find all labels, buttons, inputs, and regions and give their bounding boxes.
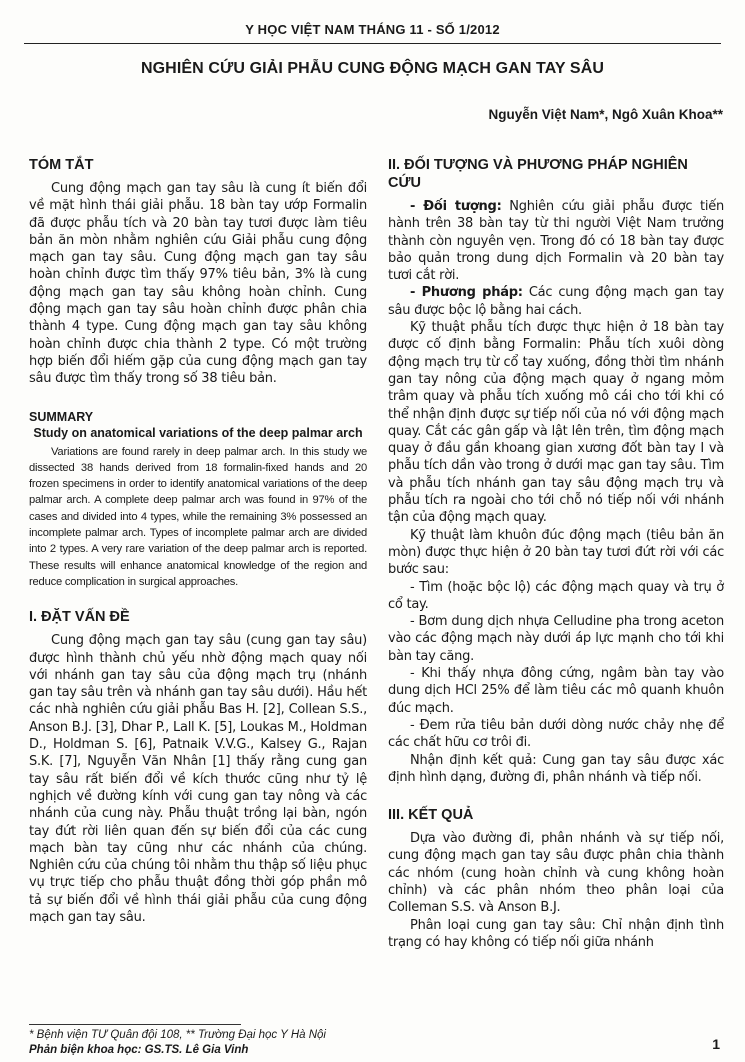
- subject-term: - Đối tượng:: [410, 199, 502, 214]
- results-p2: Phân loại cung gan tay sâu: Chỉ nhận định tình trạng có hay không có tiếp nối giữa nhánh: [388, 917, 724, 950]
- methods-dissection: Kỹ thuật phẫu tích được thực hiện ở 18 bàn tay được cố định bằng Formalin: Phẫu tích xuôi dòng động mạch trụ từ cổ tay xuống, đồng thời tìm nhánh gan tay nông của động mạch quay ở ngang mỏm trâm quay và phẫu tích xuống mô cái cho tới khi có thể nhận định được sự tiếp nối của nó với động mạch quay. Cắt các gân gấp và lật lên trên, tìm động mạch quay ở đầu gần khoang gian xương đốt bàn tay I và phẫu tích dần vào trong ở dưới mạc gan tay sâu. Tìm và phẫu tích nhánh gan tay sâu động mạch trụ và phẫu tích ra ngoài cho tới chỗ nó tiếp nối với nhánh tận của động mạch quay.: [388, 320, 724, 526]
- summary-title: Study on anatomical variations of the deep palmar arch: [33, 425, 363, 440]
- paper-title: NGHIÊN CỨU GIẢI PHẪU CUNG ĐỘNG MẠCH GAN TAY SÂU: [140, 60, 605, 77]
- methods-step-4: - Đem rửa tiêu bản dưới dòng nước chảy nhẹ để các chất hữu cơ trôi đi.: [388, 717, 724, 751]
- header-rule: [24, 43, 721, 44]
- method-text: Các cung động mạch gan tay sâu được bộc lộ bằng hai cách.: [388, 285, 724, 318]
- right-column: [388, 150, 724, 951]
- intro-text: Cung động mạch gan tay sâu (cung gan tay sâu) được hình thành chủ yếu nhờ động mạch quay nối với nhánh gan tay sâu của động mạch trụ (nhánh gan tay sâu trên và nhánh gan tay sâu dưới). Hầu hết các nhà nghiên cứu giải phẫu Bas H. [2], Collean S.S., Anson B.J. [3], Dhar P., Lall K. [5], Loukas M., Holdman D., Holdman S. [6], Patnaik V.V.G., Kalsey G., Rajan S.K. [7], Nguyễn Văn Nhân [1] thấy rằng cung gan tay sâu rất biến đổi về kích thước cũng như tỷ lệ nghịch về đường kính với cung gan tay nông và các nhánh của cung này. Phẫu thuật trồng lại bàn, ngón tay đứt rời liên quan đến sự biến đổi của các cung mạch bàn tay cũng như các nhánh của chúng. Nghiên cứu của chúng tôi nhằm thu thập số liệu phục vụ trực tiếp cho phẫu thuật đồng thời góp phần mô tả sự biến đổi về hình thái giải phẫu của cung động mạch gan tay sâu.: [29, 633, 367, 925]
- methods-subject: [388, 198, 724, 284]
- footnote-rule: [29, 1024, 241, 1025]
- abstract-text: Cung động mạch gan tay sâu là cung ít biến đổi về mặt hình thái giải phẫu. 18 bàn tay ướp Formalin đã được phẫu tích và 20 bàn tay tươi được làm tiêu bản ăn mòn nhằm nghiên cứu Giải phẫu cung động mạch gan tay sâu. Cung động mạch gan tay sâu hoàn chỉnh được tìm thấy 97% tiêu bản, 3% là cung động mạch gan tay sâu không hoàn chỉnh. Cung động mạch gan tay sâu hoàn chỉnh được phân chia thành 4 type. Cung động mạch gan tay sâu không hoàn chỉnh được chia thành 2 type. Có một trường hợp biến đổi hiếm gặp của cung động mạch gan tay sâu được tìm thấy trong số 38 tiêu bản.: [29, 181, 367, 387]
- left-column: [29, 150, 367, 926]
- method-term: - Phương pháp:: [410, 285, 523, 301]
- results-p1: Dựa vào đường đi, phân nhánh và sự tiếp nối, cung động mạch gan tay sâu được phân chia thành các nhóm (cung hoàn chỉnh và cung không hoàn chỉnh) và các phân nhóm theo phân loại của Colleman S.S. và Anson B.J.: [388, 831, 724, 916]
- methods-corrosion: Kỹ thuật làm khuôn đúc động mạch (tiêu bản ăn mòn) được thực hiện ở 20 bàn tay tươi đứt rời với các bước sau:: [388, 527, 724, 578]
- affiliations: * Bệnh viện TƯ Quân đội 108, ** Trường Đại học Y Hà Nội: [29, 1029, 326, 1041]
- page-number: 1: [712, 1036, 720, 1052]
- methods-step-1: - Tìm (hoặc bộc lộ) các động mạch quay và trụ ở cổ tay.: [388, 579, 724, 612]
- reviewer-label: Phản biện khoa học:: [29, 1044, 142, 1056]
- methods-step-3: - Khi thấy nhựa đông cứng, ngâm bàn tay vào dung dịch HCl 25% để làm tiêu các mô quanh khuôn đúc mạch.: [388, 666, 724, 716]
- methods-step-2: - Bơm dung dịch nhựa Celludine pha trong aceton vào các động mạch này dưới áp lực mạnh cho tới khi bàn tay căng.: [388, 614, 724, 664]
- summary-heading: SUMMARY: [29, 409, 94, 424]
- intro-heading: I. ĐẶT VẤN ĐỀ: [29, 609, 130, 626]
- summary-text: Variations are found rarely in deep palmar arch. In this study we dissected 38 hands derived from 18 formalin-fixed hands and 20 frozen specimens in order to identify anatomical variations of the deep palmar arch. A complete deep palmar arch was found in 97% of the cases and divided into 4 types, while the remaining 3% possessed an incomplete palmar arch. Types of incomplete palmar arch are divided into 2 types. A very rare variation of the deep palmar arch is reported. These results will enhance anatomical knowledge of the region and reduce complication in surgical approaches.: [29, 445, 367, 588]
- methods-heading: II. ĐỐI TƯỢNG VÀ PHƯƠNG PHÁP NGHIÊN CỨU: [388, 157, 688, 191]
- results-heading: III. KẾT QUẢ: [388, 807, 474, 824]
- journal-header: Y HỌC VIỆT NAM THÁNG 11 - SỐ 1/2012: [245, 22, 500, 37]
- reviewer-name: GS.TS. Lê Gia Vinh: [141, 1044, 249, 1056]
- footnote: [29, 1028, 326, 1058]
- methods-method: [388, 284, 724, 319]
- authors: Nguyễn Việt Nam*, Ngô Xuân Khoa**: [488, 107, 723, 122]
- methods-evaluation: Nhận định kết quả: Cung gan tay sâu được xác định hình dạng, đường đi, phân nhánh và tiếp nối.: [388, 752, 724, 785]
- abstract-heading: TÓM TẮT: [29, 157, 94, 173]
- subject-text: Nghiên cứu giải phẫu được tiến hành trên 38 bàn tay từ thi người Việt Nam trưởng thành còn nguyên vẹn. Trong đó có 18 bàn tay được bảo quản trong dung dịch Formalin và 20 bàn tay tươi cắt rời.: [388, 199, 724, 284]
- reviewer-line: [29, 1043, 326, 1058]
